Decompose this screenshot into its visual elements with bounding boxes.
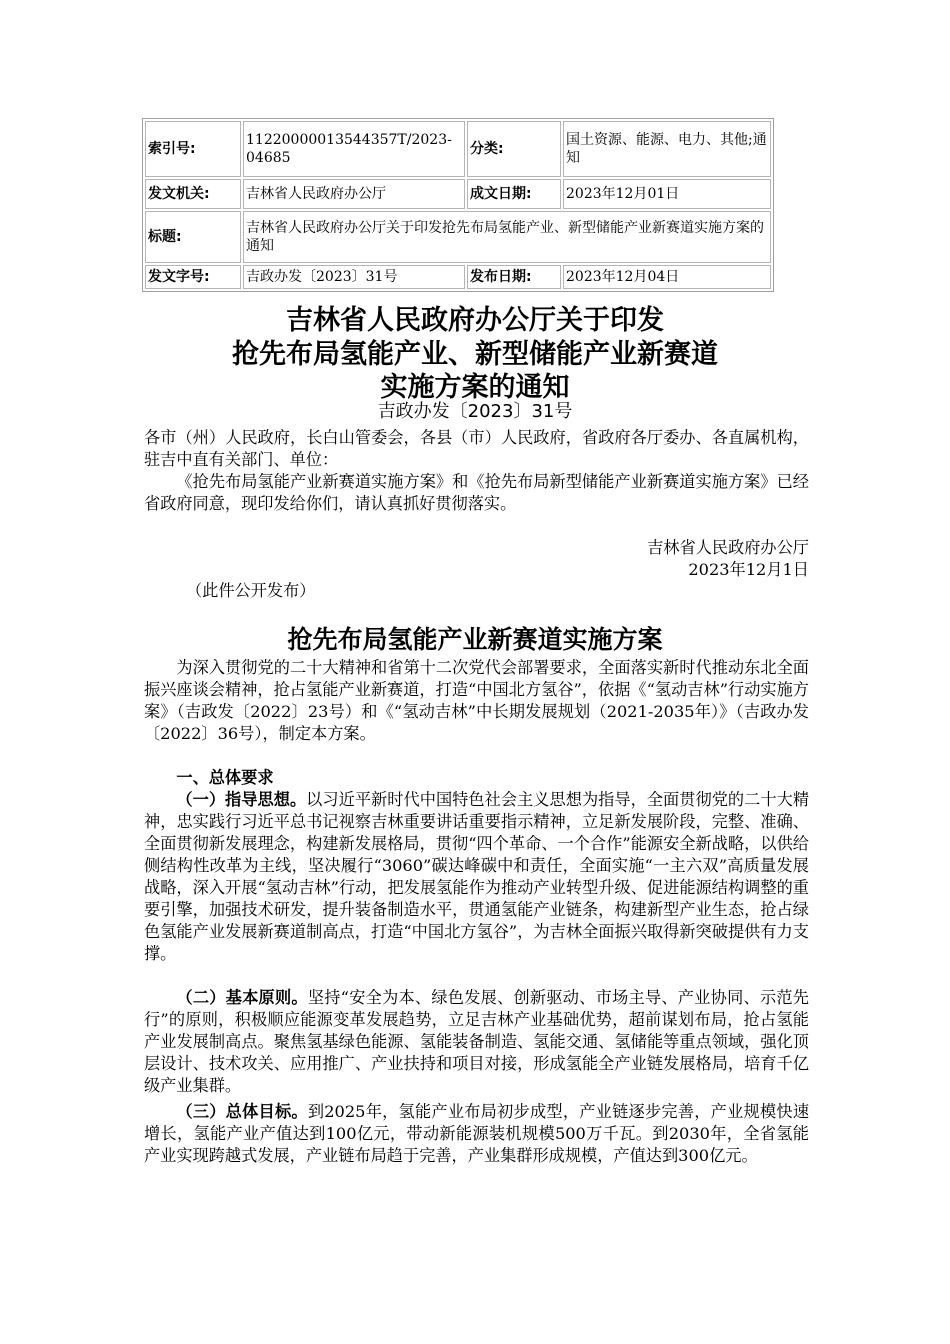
plan-intro: 为深入贯彻党的二十大精神和省第十二次党代会部署要求，全面落实新时代推动东北全面振兴座谈会精神，抢占氢能产业新赛道，打造“中国北方氢谷”，依据《“氢动吉林”行动实施方案》（吉政发〔2022〕23号）和《“氢动吉林”中长期发展规划（2021-2035年）》（吉政办发〔2022〕36号），制定本方案。	[144, 658, 809, 743]
notice-doc-number: 吉政办发〔2023〕31号	[377, 401, 573, 422]
notice-title-line3: 实施方案的通知	[380, 372, 570, 403]
publish-date-value: 2023年12月04日	[563, 265, 771, 289]
issuer-value: 吉林省人民政府办公厅	[243, 179, 465, 209]
category-label: 分类:	[467, 121, 561, 177]
paragraph-basic-principles-text: 坚持“安全为本、绿色发展、创新驱动、市场主导、产业协同、示范先行”的原则，积极顺应能源变革发展趋势，立足吉林产业基础优势，超前谋划布局，抢占氢能产业发展制高点。聚焦氢基绿色能源、氢能装备制造、氢能交通、氢储能等重点领域，强化顶层设计、技术攻关、应用推广、产业扶持和项目对接，形成氢能全产业链发展格局，培育千亿级产业集群。	[144, 988, 809, 1095]
index-label: 索引号:	[145, 121, 241, 177]
category-value: 国土资源、能源、电力、其他;通知	[563, 121, 771, 177]
sign-date: 2023年12月1日	[688, 560, 809, 579]
paragraph-overall-goals	[144, 1101, 809, 1167]
notice-title-line2: 抢先布局氢能产业、新型储能产业新赛道	[232, 339, 718, 370]
title-value: 吉林省人民政府办公厅关于印发抢先布局氢能产业、新型储能产业新赛道实施方案的通知	[243, 211, 771, 263]
written-date-label: 成文日期:	[467, 179, 561, 209]
paragraph-guiding-ideology-text: 以习近平新时代中国特色社会主义思想为指导，全面贯彻党的二十大精神，忠实践行习近平总书记视察吉林重要讲话重要指示精神，立足新发展阶段，完整、准确、全面贯彻新发展理念，构建新发展格局，贯彻“四个革命、一个合作”能源安全新战略，以供给侧结构性改革为主线，坚决履行“3060”碳达峰碳中和责任，全面实施“一主六双”高质量发展战略，深入开展“氢动吉林”行动，把发展氢能作为推动产业转型升级、促进能源结构调整的重要引擎，加强技术研发，提升装备制造水平，贯通氢能产业链条，构建新型产业生态，抢占绿色氢能产业发展新赛道制高点，打造“中国北方氢谷”，为吉林全面振兴取得新突破提供有力支撑。	[144, 790, 810, 963]
written-date-value: 2023年12月01日	[563, 179, 771, 209]
paragraph-guiding-ideology-label: （一）指导思想。	[176, 790, 307, 809]
notice-title-line1: 吉林省人民政府办公厅关于印发	[286, 305, 664, 336]
plan-title: 抢先布局氢能产业新赛道实施方案	[287, 625, 663, 654]
issuer-label: 发文机关:	[145, 179, 241, 209]
docno-label: 发文字号:	[145, 265, 241, 289]
sign-org: 吉林省人民政府办公厅	[647, 538, 809, 557]
paragraph-overall-goals-text: 到2025年，氢能产业布局初步成型，产业链逐步完善，产业规模快速增长，氢能产业产值达到100亿元，带动新能源装机规模500万千瓦。到2030年，全省氢能产业实现跨越式发展，产业链布局趋于完善，产业集群形成规模，产值达到300亿元。	[144, 1102, 810, 1165]
notice-recipients: 各市（州）人民政府，长白山管委会，各县（市）人民政府，省政府各厅委办、各直属机构，驻吉中直有关部门、单位：	[144, 428, 809, 469]
notice-body: 《抢先布局氢能产业新赛道实施方案》和《抢先布局新型储能产业新赛道实施方案》已经省政府同意，现印发给你们，请认真抓好贯彻落实。	[144, 472, 809, 513]
index-value: 11220000013544357T/2023-04685	[243, 121, 465, 177]
publish-date-label: 发布日期:	[467, 265, 561, 289]
paragraph-basic-principles	[144, 987, 809, 1097]
metadata-table	[142, 118, 774, 292]
paragraph-basic-principles-label: （二）基本原则。	[176, 988, 308, 1007]
docno-value: 吉政办发〔2023〕31号	[243, 265, 465, 289]
title-label: 标题:	[145, 211, 241, 263]
paragraph-guiding-ideology	[144, 789, 809, 965]
paragraph-overall-goals-label: （三）总体目标。	[176, 1102, 308, 1121]
section1-heading: 一、总体要求	[176, 768, 274, 787]
public-note: （此件公开发布）	[186, 581, 316, 600]
